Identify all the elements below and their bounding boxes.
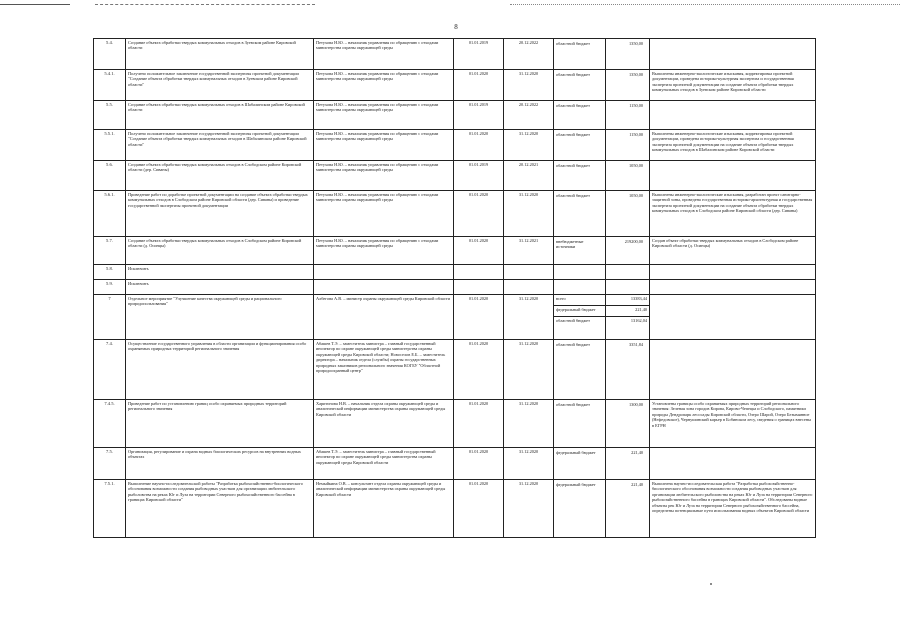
start-date-cell	[454, 265, 504, 280]
funding-source-label: областной бюджет	[556, 402, 590, 407]
activity-name-cell: Исключить	[126, 265, 314, 280]
end-date-cell: 31.12.2020	[504, 400, 554, 448]
responsible-person-cell: Петухова Н.Ю. – начальник управления по обращению с отходами министерства охраны окружающей среды	[314, 39, 454, 70]
end-date-cell: 31.12.2020	[504, 295, 554, 340]
funding-source-label: областной бюджет	[556, 72, 590, 77]
start-date-cell	[454, 280, 504, 295]
expected-result-cell: Выполнены инженерно-экологические изыскания, корректировка проектной документации, проведена историко-культурная экспертиза и государственная экспертиза проектной документации на создание объекта обработки твердых коммунальных отходов в Зуевском районе Кировской области	[650, 70, 816, 101]
activity-name-cell: Получено положительное заключение государственной экспертизы проектной документации "Создание объекта обработки твердых коммунальных отходов в Зуевском районе Кировской области"	[126, 70, 314, 101]
funding-source-cell	[554, 70, 606, 101]
funding-source-label: внебюджетные источники	[556, 239, 584, 250]
expected-result-cell	[650, 265, 816, 280]
amount-value: 1150,00	[629, 132, 643, 137]
amount-cell	[606, 280, 650, 295]
amount-value: 221,40	[606, 305, 649, 316]
expected-result-cell	[650, 101, 816, 130]
funding-source-cell	[554, 480, 606, 538]
end-date-cell: 31.12.2020	[504, 448, 554, 480]
funding-source-cell	[554, 161, 606, 191]
funding-source-label	[554, 281, 605, 291]
responsible-person-cell	[314, 265, 454, 280]
expected-result-cell	[650, 161, 816, 191]
table-row	[94, 480, 816, 538]
funding-source-cell	[554, 265, 606, 280]
start-date-cell: 01.01.2020	[454, 70, 504, 101]
row-number-cell: 5.4.	[94, 39, 126, 70]
funding-source-cell	[554, 340, 606, 400]
expected-result-cell	[650, 280, 816, 295]
amount-cell	[606, 295, 650, 340]
amount-cell	[606, 101, 650, 130]
scan-artifact-line	[0, 4, 70, 5]
amount-value: 219200,00	[624, 239, 643, 244]
row-number-cell: 7.4.5.	[94, 400, 126, 448]
amount-cell	[606, 400, 650, 448]
amount-cell	[606, 237, 650, 265]
page-number: 8	[454, 23, 458, 31]
expected-result-cell	[650, 448, 816, 480]
table-row	[94, 280, 816, 295]
amount-value	[606, 266, 645, 276]
activities-table	[93, 38, 816, 538]
amount-cell	[606, 191, 650, 237]
amount-value: 1350,00	[629, 41, 643, 46]
row-number-cell: 5.8.	[94, 265, 126, 280]
responsible-person-cell: Абашев Т.Э. – заместитель министра – главный государственный инспектор по охране окружающей среды министерства охраны окружающей среды Кировской области; Новоселов Е.Б. – заместитель директора – начальник отдела (службы) охраны государственных природных заказников регионального значения КОГБУ "Областной природоохранный центр"	[314, 340, 454, 400]
funding-source-label: областной бюджет	[556, 41, 590, 46]
start-date-cell: 01.01.2020	[454, 295, 504, 340]
amount-cell	[606, 161, 650, 191]
row-number-cell: 7	[94, 295, 126, 340]
start-date-cell: 01.01.2020	[454, 448, 504, 480]
table-row	[94, 237, 816, 265]
amount-value: 1150,00	[629, 103, 643, 108]
responsible-person-cell: Петухова Н.Ю. – начальник управления по обращению с отходами министерства охраны окружающей среды	[314, 101, 454, 130]
table-row	[94, 70, 816, 101]
end-date-cell: 31.12.2020	[504, 191, 554, 237]
funding-source-cell	[554, 280, 606, 295]
amount-cell	[606, 340, 650, 400]
activity-name-cell: Исключить	[126, 280, 314, 295]
end-date-cell	[504, 265, 554, 280]
amount-value: 1350,00	[629, 72, 643, 77]
start-date-cell: 01.01.2020	[454, 400, 504, 448]
funding-source-cell	[554, 448, 606, 480]
start-date-cell: 01.01.2020	[454, 340, 504, 400]
expected-result-cell: Выполнена научно-исследовательская работа "Разработка рыбохозяйственно-биологического обоснования возможности создания рыбоводных участков для организации любительского рыболовства на реках Юг и Луза на территории Северного рыбохозяйственного бассейна в границах Кировской области". Обследованы водные объекты рек Юг и Луза на территории Северного рыбохозяйственного бассейна, определены потенциальные пути использования водных объектов Кировской области	[650, 480, 816, 538]
end-date-cell: 31.12.2020	[504, 130, 554, 161]
start-date-cell: 01.01.2019	[454, 101, 504, 130]
amount-value: 1300,00	[629, 402, 643, 407]
responsible-person-cell: Харитонова Н.В. – начальник отдела охраны окружающей среды и аналитической информации министерства охраны окружающей среды Кировской области	[314, 400, 454, 448]
activity-name-cell: Выполнение научно-исследовательской работы "Разработка рыбохозяйственно-биологического обоснования возможности создания рыбоводных участков для организации любительского рыболовства на реках Юг и Луза на территории Северного рыбохозяйственного бассейна в границах Кировской области"	[126, 480, 314, 538]
activity-name-cell: Получено положительное заключение государственной экспертизы проектной документации "Создание объекта обработки твердых коммунальных отходов в Шабалинском районе Кировской области"	[126, 130, 314, 161]
funding-source-cell	[554, 191, 606, 237]
activity-name-cell: Создание объекта обработки твердых коммунальных отходов в Шабалинском районе Кировской области	[126, 101, 314, 130]
table-row	[94, 130, 816, 161]
funding-source-label: областной бюджет	[556, 342, 590, 347]
row-number-cell: 7.4.	[94, 340, 126, 400]
end-date-cell: 31.12.2020	[504, 70, 554, 101]
funding-source-label: областной бюджет	[556, 163, 590, 168]
responsible-person-cell	[314, 280, 454, 295]
start-date-cell: 01.01.2019	[454, 161, 504, 191]
table-row	[94, 191, 816, 237]
table-row	[94, 448, 816, 480]
amount-cell	[606, 265, 650, 280]
activity-name-cell: Создание объекта обработки твердых коммунальных отходов в Слободском районе Кировской области (дер. Сиваны)	[126, 161, 314, 191]
responsible-person-cell: Петухова Н.Ю. – начальник управления по обращению с отходами министерства охраны окружающей среды	[314, 130, 454, 161]
start-date-cell: 01.01.2020	[454, 130, 504, 161]
amount-cell	[606, 70, 650, 101]
amount-cell	[606, 39, 650, 70]
row-number-cell: 5.7.	[94, 237, 126, 265]
activity-name-cell: Проведение работ по доработке проектной документации на создание объекта обработки твердых коммунальных отходов в Слободском районе Кировской области (дер. Сиваны) и проведение государственной экспертизы проектной документации	[126, 191, 314, 237]
table-row	[94, 101, 816, 130]
end-date-cell	[504, 280, 554, 295]
funding-source-cell	[554, 295, 606, 340]
row-number-cell: 5.9.	[94, 280, 126, 295]
funding-source-cell	[554, 130, 606, 161]
funding-source-label: областной бюджет	[556, 132, 590, 137]
amount-value: 13383,44	[630, 296, 647, 301]
expected-result-cell: Выполнены инженерно-экологические изыскания, разработан проект санитарно-защитной зоны, проведена государственная историко-архитектурная и государственная экспертиза проектной документации на создание объекта обработки твердых коммунальных отходов в Слободском районе Кировской области (дер. Сиваны)	[650, 191, 816, 237]
expected-result-cell	[650, 340, 816, 400]
funding-source-label: всего	[556, 296, 566, 301]
start-date-cell: 01.01.2020	[454, 237, 504, 265]
funding-source-label	[554, 266, 605, 276]
end-date-cell: 31.12.2020	[504, 340, 554, 400]
funding-source-label: областной бюджет	[556, 193, 590, 198]
amount-value: 1050,00	[629, 163, 643, 168]
amount-cell	[606, 130, 650, 161]
funding-source-label: федеральный бюджет	[556, 450, 596, 455]
responsible-person-cell: Абашев Т.Э. – заместитель министра – главный государственный инспектор по охране окружающей среды министерства охраны окружающей среды Кировской области	[314, 448, 454, 480]
activity-name-cell: Отдельное мероприятие "Улучшение качества окружающей среды и рационального природопользования"	[126, 295, 314, 340]
responsible-person-cell: Албегова А.В. – министр охраны окружающей среды Кировской области	[314, 295, 454, 340]
funding-source-label: областной бюджет	[554, 316, 605, 327]
table-row	[94, 340, 816, 400]
table-row	[94, 265, 816, 280]
responsible-person-cell: Петухова Н.Ю. – начальник управления по обращению с отходами министерства охраны окружающей среды	[314, 161, 454, 191]
activity-name-cell: Создание объекта обработки твердых коммунальных отходов в Зуевском районе Кировской области	[126, 39, 314, 70]
responsible-person-cell: Петухова Н.Ю. – начальник управления по обращению с отходами министерства охраны окружающей среды	[314, 237, 454, 265]
amount-cell	[606, 480, 650, 538]
scan-artifact-line	[95, 4, 315, 6]
amount-value	[606, 281, 645, 291]
start-date-cell: 01.01.2020	[454, 191, 504, 237]
start-date-cell: 01.01.2020	[454, 480, 504, 538]
amount-cell	[606, 448, 650, 480]
responsible-person-cell: Немыйкина О.В. – консультант отдела охраны окружающей среды и аналитической информации министерства охраны окружающей среды Кировской области	[314, 480, 454, 538]
funding-source-label: областной бюджет	[556, 103, 590, 108]
responsible-person-cell: Петухова Н.Ю. – начальник управления по обращению с отходами министерства охраны окружающей среды	[314, 191, 454, 237]
end-date-cell: 20.12.2022	[504, 101, 554, 130]
row-number-cell: 7.5.	[94, 448, 126, 480]
table-row	[94, 400, 816, 448]
start-date-cell: 01.01.2019	[454, 39, 504, 70]
funding-source-cell	[554, 101, 606, 130]
expected-result-cell: Установлены границы особо охраняемых природных территорий регионального значения: Зеленая зона городов Кирова, Кирово-Чепецка и Слободского, памятники природы Дендропарк лесосады Кировской области, Озеро Шарой, Озеро Безымянное (Нефедовское), Чернушинский карьер в Бобинском лесу, сведения о границах внесены в ЕГРН	[650, 400, 816, 448]
funding-source-cell	[554, 237, 606, 265]
row-number-cell: 5.5.1.	[94, 130, 126, 161]
row-number-cell: 7.5.1.	[94, 480, 126, 538]
row-number-cell: 5.6.1.	[94, 191, 126, 237]
funding-source-label: федеральный бюджет	[554, 305, 605, 316]
end-date-cell: 31.12.2021	[504, 237, 554, 265]
row-number-cell: 5.5.	[94, 101, 126, 130]
end-date-cell: 20.12.2022	[504, 39, 554, 70]
end-date-cell: 31.12.2020	[504, 480, 554, 538]
amount-value: 3351,84	[629, 342, 643, 347]
activity-name-cell: Осуществление государственного управления в области организации и функционирования особо охраняемых природных территорий регионального значения	[126, 340, 314, 400]
funding-source-cell	[554, 400, 606, 448]
funding-source-label: федеральный бюджет	[556, 482, 596, 487]
row-number-cell: 5.4.1.	[94, 70, 126, 101]
expected-result-cell	[650, 295, 816, 340]
expected-result-cell: Создан объект обработки твердых коммунальных отходов в Слободском районе Кировской области (д. Осинцы)	[650, 237, 816, 265]
responsible-person-cell: Петухова Н.Ю. – начальник управления по обращению с отходами министерства охраны окружающей среды	[314, 70, 454, 101]
activity-name-cell: Проведение работ по установлению границ особо охраняемых природных территорий регионального значения	[126, 400, 314, 448]
table-row	[94, 161, 816, 191]
expected-result-cell	[650, 39, 816, 70]
funding-source-cell	[554, 39, 606, 70]
amount-value: 13162,04	[606, 316, 649, 327]
amount-value: 221,40	[631, 450, 643, 455]
activity-name-cell: Создание объекта обработки твердых коммунальных отходов в Слободском районе Кировской области (д. Осинцы)	[126, 237, 314, 265]
row-number-cell: 5.6.	[94, 161, 126, 191]
scan-artifact-line	[510, 4, 900, 6]
expected-result-cell: Выполнены инженерно-экологические изыскания, корректировка проектной документации, проведена историко-культурная экспертиза и государственная экспертиза проектной документации на создание объекта обработки твердых коммунальных отходов в Шабалинском районе Кировской области	[650, 130, 816, 161]
table-row	[94, 39, 816, 70]
end-date-cell: 20.12.2021	[504, 161, 554, 191]
table-row	[94, 295, 816, 340]
activity-name-cell: Организация, регулирование и охрана водных биологических ресурсов на внутренних водных объектах	[126, 448, 314, 480]
amount-value: 221,40	[631, 482, 643, 487]
scan-speck	[710, 583, 712, 585]
amount-value: 1050,00	[629, 193, 643, 198]
